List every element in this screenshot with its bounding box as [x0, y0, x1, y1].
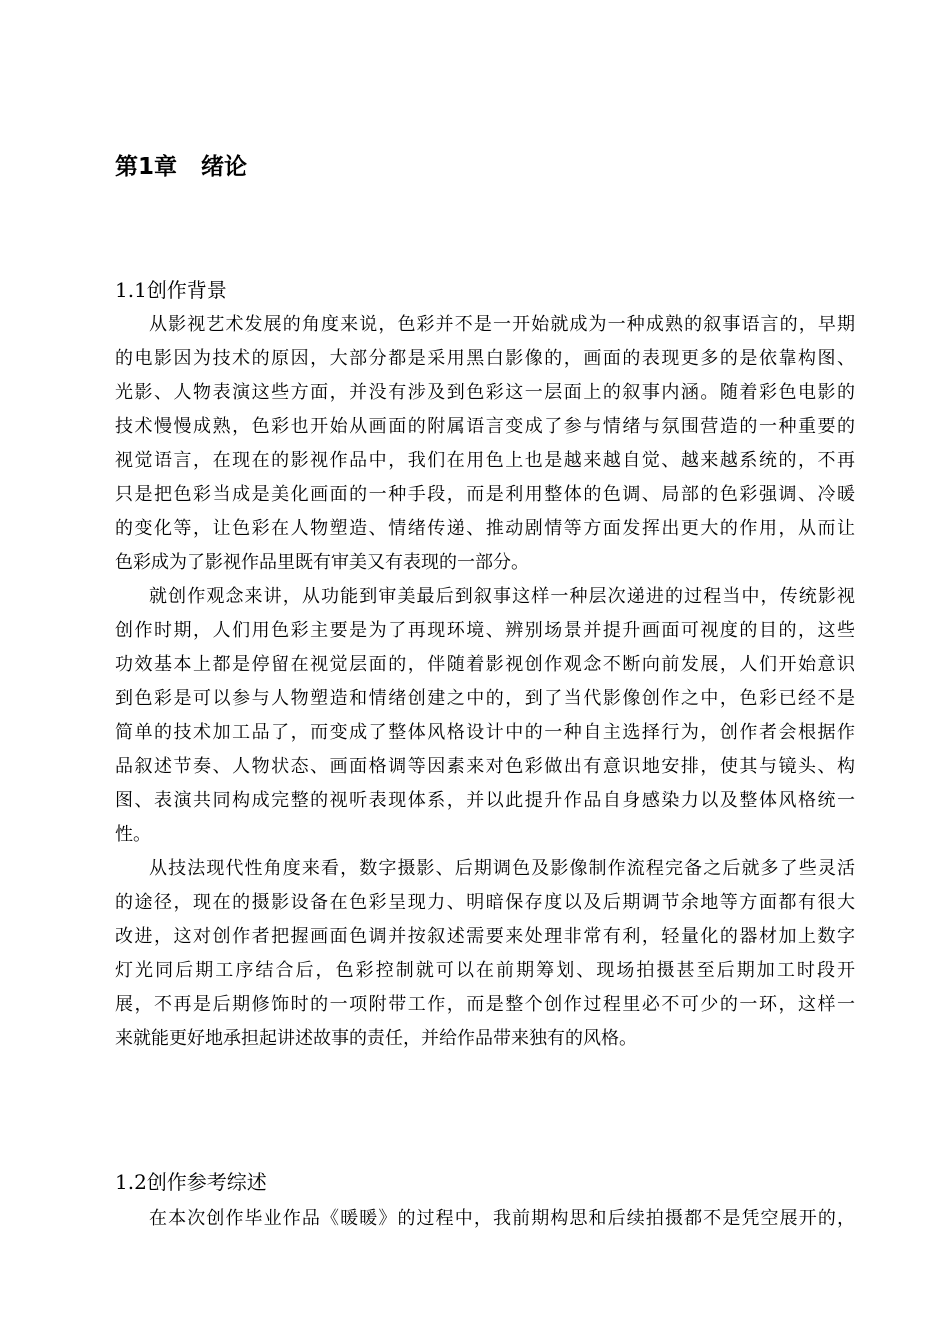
section-number: 1.2 [115, 1170, 147, 1194]
text-line: 到色彩是可以参与人物塑造和情绪创建之中的，到了当代影像创作之中，色彩已经不是 [115, 688, 855, 709]
section-title: 创作背景 [146, 278, 227, 302]
paragraph [115, 1202, 855, 1236]
text-line: 功效基本上都是停留在视觉层面的，伴随着影视创作观念不断向前发展，人们开始意识 [115, 654, 855, 675]
text-line: 视觉语言，在现在的影视作品中，我们在用色上也是越来越自觉、越来越系统的，不再 [115, 450, 855, 471]
text-line: 从技法现代性角度来看，数字摄影、后期调色及影像制作流程完备之后就多了些灵活 [149, 858, 855, 879]
text-line: 来就能更好地承担起讲述故事的责任，并给作品带来独有的风格。 [115, 1028, 637, 1049]
chapter-title: 第1章 绪论 [115, 154, 248, 180]
section-heading-1-1 [115, 275, 227, 305]
text-line: 的电影因为技术的原因，大部分都是采用黑白影像的，画面的表现更多的是依靠构图、 [115, 348, 855, 369]
section-1-1-body [115, 308, 855, 1056]
text-line: 光影、人物表演这些方面，并没有涉及到色彩这一层面上的叙事内涵。随着彩色电影的 [115, 382, 855, 403]
text-line: 性。 [115, 824, 151, 845]
text-line: 灯光同后期工序结合后，色彩控制就可以在前期筹划、现场拍摄甚至后期加工时段开 [115, 960, 855, 981]
text-line: 只是把色彩当成是美化画面的一种手段，而是利用整体的色调、局部的色彩强调、冷暖 [115, 484, 855, 505]
text-line: 品叙述节奏、人物状态、画面格调等因素来对色彩做出有意识地安排，使其与镜头、构 [115, 756, 855, 777]
text-line: 图、表演共同构成完整的视听表现体系，并以此提升作品自身感染力以及整体风格统一 [115, 790, 855, 811]
paragraph [115, 580, 855, 852]
paragraph [115, 852, 855, 1056]
text-line: 改进，这对创作者把握画面色调并按叙述需要来处理非常有利，轻量化的器材加上数字 [115, 926, 855, 947]
text-line: 的途径，现在的摄影设备在色彩呈现力、明暗保存度以及后期调节余地等方面都有很大 [115, 892, 855, 913]
section-title: 创作参考综述 [146, 1170, 267, 1194]
section-1-2-body [115, 1202, 855, 1236]
text-line: 从影视艺术发展的角度来说，色彩并不是一开始就成为一种成熟的叙事语言的，早期 [149, 314, 855, 335]
text-line: 就创作观念来讲，从功能到审美最后到叙事这样一种层次递进的过程当中，传统影视 [149, 586, 855, 607]
text-line: 技术慢慢成熟，色彩也开始从画面的附属语言变成了参与情绪与氛围营造的一种重要的 [115, 416, 855, 437]
paragraph [115, 308, 855, 580]
text-line: 创作时期，人们用色彩主要是为了再现环境、辨别场景并提升画面可视度的目的，这些 [115, 620, 855, 641]
text-line: 在本次创作毕业作品《暖暖》的过程中，我前期构思和后续拍摄都不是凭空展开的， [149, 1208, 855, 1229]
section-heading-1-2 [115, 1167, 267, 1197]
text-line: 色彩成为了影视作品里既有审美又有表现的一部分。 [115, 552, 529, 573]
text-line: 的变化等，让色彩在人物塑造、情绪传递、推动剧情等方面发挥出更大的作用，从而让 [115, 518, 855, 539]
text-line: 展，不再是后期修饰时的一项附带工作，而是整个创作过程里必不可少的一环，这样一 [115, 994, 855, 1015]
section-number: 1.1 [115, 278, 147, 302]
text-line: 简单的技术加工品了，而变成了整体风格设计中的一种自主选择行为，创作者会根据作 [115, 722, 855, 743]
